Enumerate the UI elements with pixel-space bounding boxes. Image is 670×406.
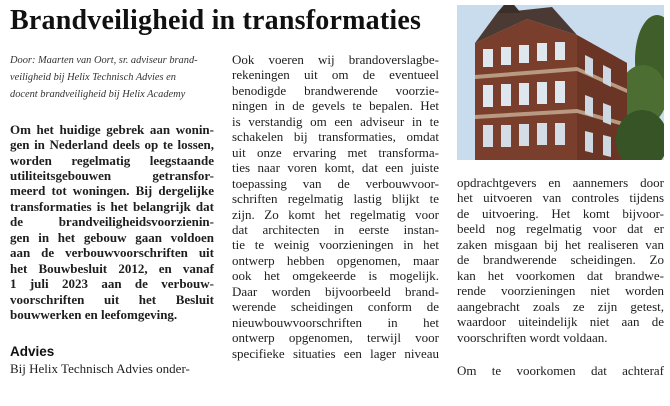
lead-line: het Bouwbesluit 2012, en vanaf <box>10 260 214 276</box>
body-line: schriften regelmatig lastig blijkt te <box>232 191 439 207</box>
body-line: schakelen bij transformaties, omdat <box>232 129 439 145</box>
column-3 <box>457 175 664 378</box>
body-line: beeld nog regelmatig voor dat er <box>457 221 664 237</box>
body-line: werende scheidingen conform de <box>232 299 439 315</box>
body-text-tail: Bij Helix Technisch Advies onder- <box>10 360 190 376</box>
lead-line: worden regelmatig leegstaande <box>10 152 214 168</box>
body-line: het uitvoeren van controles tijdens <box>457 190 664 206</box>
body-line: ook het omgekeerde is mogelijk. <box>232 268 439 284</box>
byline-line: Door: Maarten van Oort, sr. adviseur brand- <box>10 55 198 66</box>
body-line: Daar worden bijvoorbeeld brand- <box>232 283 439 299</box>
body-line: opdrachtgevers en aannemers door <box>457 175 664 190</box>
body-text-tail: Om te voorkomen dat achteraf <box>457 362 664 378</box>
lead-line: 1 juli 2023 aan de verbouw- <box>10 276 214 292</box>
column-2 <box>232 52 439 361</box>
body-line: ontwerp hebben opgenomen, maar <box>232 252 439 268</box>
body-line: zaken misgaan bij het realiseren van <box>457 236 664 252</box>
body-line: benodigde brandwerende voorzie- <box>232 82 439 98</box>
lead-line: voorschriften uit het Besluit <box>10 291 214 307</box>
lead-line: utiliteitsgebouwen getransfor- <box>10 167 214 183</box>
body-line: ties naar voren komt, dat een juiste <box>232 160 439 176</box>
byline-line: docent brandveiligheid bij Helix Academy <box>10 89 186 101</box>
body-line: ningen in de gevels te bepalen. Het <box>232 98 439 114</box>
article-title: Brandveiligheid in transformaties <box>10 5 422 36</box>
lead-line: gen in het gebouw gaan voldoen <box>10 229 214 245</box>
body-line: uit onze ervaring met transforma- <box>232 144 439 160</box>
body-line: zijn. Zo komt het regelmatig voor <box>232 206 439 222</box>
lead-line: Om het huidige gebrek aan wonin- <box>10 121 214 137</box>
body-line: dat architecten in eerste instan- <box>232 221 439 237</box>
byline <box>10 52 214 104</box>
body-line: rende voorzieningen niet worden <box>457 283 664 299</box>
section-heading-advies: Advies <box>10 343 55 359</box>
body-line: ontwerp opgenomen, terwijl voor <box>232 330 439 346</box>
byline-line: veiligheid bij Helix Technisch Advies en <box>10 72 176 84</box>
body-line: tie te weinig voorzieningen in het <box>232 237 439 253</box>
lead-paragraph <box>10 122 214 323</box>
lead-line: gen in Nederland deels op te lossen, <box>10 137 214 153</box>
body-line: nieuwbouwvoorschriften in het <box>232 314 439 330</box>
body-line: is verstandig om een adviseur in te <box>232 113 439 129</box>
lead-line: bouwwerken en leefomgeving. <box>10 307 178 323</box>
building-photo-illustration <box>457 5 664 160</box>
body-line: waardoor uiteindelijk niet aan de <box>457 314 664 330</box>
body-line: specifieke situaties een lager niveau <box>232 345 439 361</box>
body-line: rekeningen uit om de eventueel <box>232 67 439 83</box>
building-photo <box>457 5 664 160</box>
body-line: toepassing van de verbouwvoor- <box>232 175 439 191</box>
column-1 <box>10 52 214 376</box>
body-line: de uitvoering. Het komt bijvoor- <box>457 205 664 221</box>
body-line: aangebracht zoals ze zijn getest, <box>457 298 664 314</box>
body-line: kan het voorkomen dat brandwe- <box>457 267 664 283</box>
lead-line: transformaties is het belangrijk dat <box>10 198 214 214</box>
lead-line: meerd tot woningen. Bij dergelijke <box>10 183 214 199</box>
body-line: voorschriften wordt voldaan. <box>457 329 608 345</box>
lead-line: aan de verbouwvoorschriften uit <box>10 245 214 261</box>
lead-line: de brandveiligheidsvoorzienin- <box>10 214 214 230</box>
body-line: Ook voeren wij brandoverslagbe- <box>232 52 439 67</box>
body-line: de brandwerende scheidingen. Zo <box>457 252 664 268</box>
